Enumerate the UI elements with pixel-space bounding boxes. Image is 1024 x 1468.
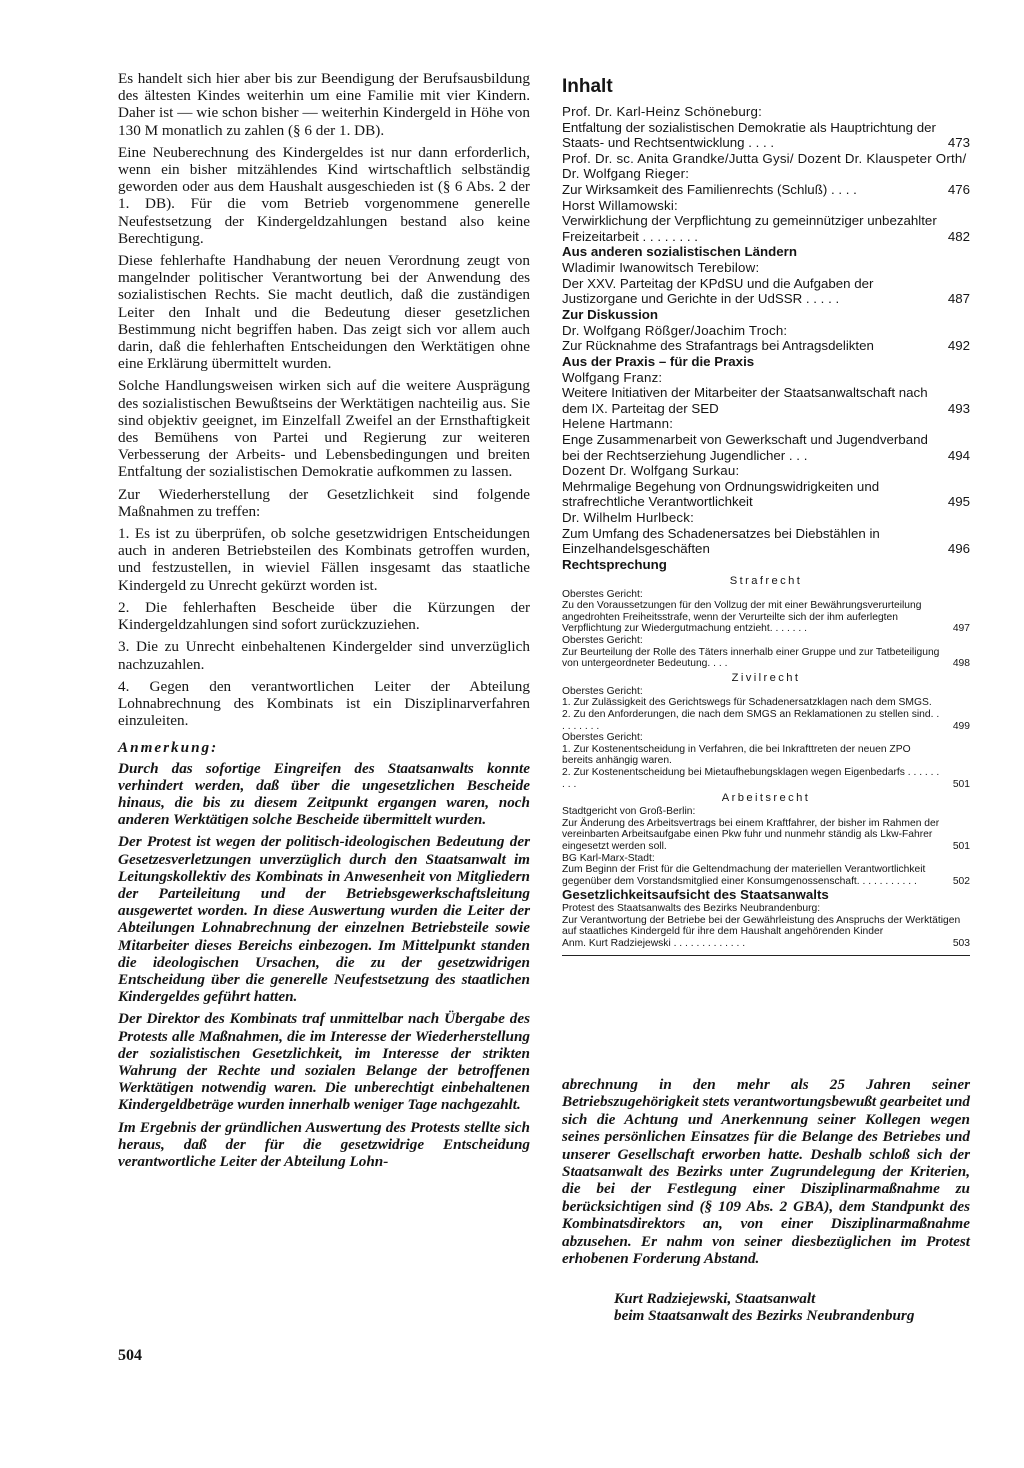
toc-page-number: 497 [952, 623, 970, 635]
toc-entry [562, 104, 970, 151]
table-of-contents [562, 76, 970, 956]
toc-author: Prof. Dr. sc. Anita Grandke/Jutta Gysi/ Dozent Dr. Klauspeter Orth/ Dr. Wolfgang Rieger: [562, 150, 967, 182]
court-name: Oberstes Gericht: [562, 635, 643, 646]
toc-entry-title: Verwirklichung der Verpflichtung zu gemeinnütziger unbezahlter Freizeitarbeit . . . . . . . . [562, 213, 937, 244]
toc-entry [562, 323, 970, 354]
toc-section-heading: Aus anderen sozialistischen Ländern [562, 244, 797, 260]
case-entry [562, 589, 970, 635]
toc-page-number: 502 [952, 875, 970, 887]
case-entry [562, 806, 970, 852]
toc-author: Dr. Wilhelm Hurlbeck: [562, 510, 695, 526]
toc-author: Wladimir Iwanowitsch Terebilow: [562, 260, 760, 276]
toc-entry-title: Enge Zusammenarbeit von Gewerkschaft und Jugendverband bei der Rechtserziehung Jugendlicher . . . [562, 432, 928, 463]
toc-subsection-heading: Strafrecht [729, 574, 803, 587]
court-name: Oberstes Gericht: [562, 588, 643, 600]
toc-page-number: 494 [947, 447, 970, 463]
toc-entry-title: Der XXV. Parteitag der KPdSU und die Aufgaben der Justizorgane und Gerichte in der UdSSR . . . . . [562, 275, 874, 307]
toc-entry [562, 416, 970, 463]
toc-page-number: 496 [947, 541, 970, 557]
case-summary: Zur Beurteilung der Rolle des Täters innerhalb einer Gruppe und zur Tatbeteiligung von untergeordneter Bedeutung. . . . [562, 646, 940, 670]
court-name: Oberstes Gericht: [562, 685, 643, 697]
toc-page-number: 501 [952, 840, 970, 852]
paragraph: Eine Neuberechnung des Kindergeldes ist nur dann erforderlich, wenn ein bisher mitzählendes Kind wirtschaftlich selbständig geworden oder aus dem Haushalt ausgeschieden ist (§ 6 Abs. 2 der 1. DB). Für die vom Betrieb vorgenommene generelle Neufestsetzung der Kindergeldzahlungen bestand also keine Berechtigung. [118, 143, 530, 247]
paragraph: Diese fehlerhafte Handhabung der neuen Verordnung zeugt von mangelnder politischer Verantwortung bei der Anwendung des sozialistischen Rechts. Sie macht deutlich, daß die zuständigen Leiter den Inhalt und die Bedeutung dieser gesetzlichen Bestimmung nicht begriffen haben. Das zeigt sich vor allem auch darin, daß die fehlerhaften Entscheidungen den Werktätigen ohne eine Erklärung übermittelt wurden. [118, 252, 530, 373]
toc-section-heading: Rechtsprechung [562, 556, 667, 572]
toc-author: Prof. Dr. Karl-Heinz Schöneburg: [562, 104, 763, 119]
list-item: 3. Die zu Unrecht einbehaltenen Kindergelder sind unverzüglich nachzuzahlen. [118, 638, 530, 673]
toc-author: Wolfgang Franz: [562, 369, 663, 385]
toc-entry [562, 198, 970, 245]
toc-entry-title: Zur Rücknahme des Strafantrags bei Antragsdelikten [562, 338, 874, 354]
toc-subsection-heading: Arbeitsrecht [721, 792, 811, 805]
continuation-paragraph: abrechnung in den mehr als 25 Jahren seiner Betriebszugehörigkeit stets verantwortungsbewußt gearbeitet und sich die Achtung und Anerkennung seiner Kollegen wegen seines persönlichen Einsatzes für die Belange des Betriebes und unserer Gesellschaft erworben hatte. Deshalb schloß sich der Staatsanwalt des Bezirks unter Zugrundelegung der Kriterien, die bei der Festlegung einer Disziplinarmaßnahme zu berücksichtigen sind (§ 109 Abs. 2 GBA), dem Standpunkt des Kombinatsdirektors an, von einer Disziplinarmaßnahme abzusehen. Er nahm von seiner diesbezüglichen im Protest erhobenen Forderung Abstand. [562, 1076, 970, 1268]
toc-page-number: 503 [952, 937, 970, 949]
annotation-heading: Anmerkung: [118, 739, 219, 757]
annotation-paragraph: Der Protest ist wegen der politisch-ideologischen Bedeutung der Gesetzesverletzungen unverzüglich durch den Staatsanwalt im Leitungskollektiv des Kombinats in Anwesenheit von Mitgliedern der Parteileitung und der Betriebsgewerkschaftsleitung ausgewertet worden. In diese Auswertung wurden die Leiter der Abteilungen Lohnabrechnung der einzelnen Betriebsteile sowie Mitarbeiter dieses Bereichs einbezogen. Im Mittelpunkt standen die ideologischen Ursachen, die zu der gesetzwidrigen Entscheidung über die generelle Neufestsetzung des staatlichen Kindergeldes geführt hatten. [118, 833, 530, 1006]
toc-author: Helene Hartmann: [562, 416, 674, 432]
toc-entry [562, 510, 970, 557]
toc-entry-title: Zum Umfang des Schadenersatzes bei Diebstählen in Einzelhandelsgeschäften [562, 525, 880, 557]
paragraph: Zur Wiederherstellung der Gesetzlichkeit sind folgende Maßnahmen zu treffen: [118, 485, 530, 520]
toc-page-number: 487 [947, 291, 970, 307]
case-entry [562, 903, 970, 949]
toc-subsection-heading: Zivilrecht [731, 671, 801, 684]
toc-page-number: 498 [952, 658, 970, 670]
toc-entry-title: Mehrmalige Begehung von Ordnungswidrigkeiten und strafrechtliche Verantwortlichkeit [562, 478, 880, 510]
paragraph: Solche Handlungsweisen wirken sich auf die weitere Ausprägung des sozialistischen Bewußtseins der Werktätigen nachteilig aus. Sie sind objektiv geeignet, im Einzelfall Zweifel an der Ernsthaftigkeit des Bemühens von Partei und Regierung zur weiteren Verbesserung der Arbeits- und Lebensbedingungen und breiten Entfaltung der sozialistischen Demokratie aufkommen zu lassen. [118, 377, 530, 481]
toc-section-heading: Gesetzlichkeitsaufsicht des Staatsanwalts [562, 887, 829, 903]
toc-page-number: 499 [952, 720, 970, 732]
court-name: Stadtgericht von Groß-Berlin: [562, 806, 696, 818]
case-entry [562, 853, 970, 888]
court-name: Oberstes Gericht: [562, 732, 643, 744]
list-item: 4. Gegen den verantwortlichen Leiter der Abteilung Lohnabrechnung des Kombinats ist ein Disziplinarverfahren einzuleiten. [118, 677, 530, 730]
case-summary: Zum Beginn der Frist für die Geltendmachung der materiellen Verantwortlichkeit gegenüber dem Vorstandsmitglied einer Konsumgenossenschaft. . . . . . . . . . . [562, 864, 926, 887]
signature [562, 1290, 970, 1325]
toc-entry-title: Zur Wirksamkeit des Familienrechts (Schluß) . . . . [562, 181, 857, 197]
continuation-column [562, 1076, 970, 1267]
toc-page-number: 493 [947, 400, 970, 416]
list-item: 2. Die fehlerhaften Bescheide über die Kürzungen der Kindergeldzahlungen sind sofort zurückzuziehen. [118, 598, 530, 634]
court-name: Protest des Staatsanwalts des Bezirks Neubrandenburg: [562, 903, 821, 915]
case-summary: Zur Änderung des Arbeitsvertrags bei einem Kraftfahrer, der bisher im Rahmen der vereinbarten Arbeitsaufgabe einen Pkw fuhr und nunmehr ständig als Lkw-Fahrer eingesetzt werden soll. [562, 817, 940, 852]
court-name: BG Karl-Marx-Stadt: [562, 852, 655, 864]
annotation-paragraph: Durch das sofortige Eingreifen des Staatsanwalts konnte verhindert werden, daß über die ungesetzlichen Bescheide hinaus, die bis zu diesem Zeitpunkt ergangen waren, noch anderen Werktätigen solche Bescheide übermittelt wurden. [118, 759, 530, 829]
case-summary: Zur Verantwortung der Betriebe bei der Gewährleistung des Anspruchs der Werktätigen auf staatliches Kindergeld für ihre dem Haushalt angehörenden Kinder [562, 914, 961, 938]
annotation-author: Anm. Kurt Radziejewski . . . . . . . . . . . . . [562, 937, 746, 949]
toc-page-number: 501 [952, 778, 970, 790]
annotation-paragraph: Im Ergebnis der gründlichen Auswertung des Protests stellte sich heraus, daß der für die gesetzwidrige Entscheidung verantwortliche Leiter der Abteilung Lohn- [118, 1118, 530, 1170]
toc-entry [562, 260, 970, 307]
toc-author: Dr. Wolfgang Rößger/Joachim Troch: [562, 322, 788, 338]
signature-office: beim Staatsanwalt des Bezirks Neubrandenburg [614, 1307, 915, 1325]
toc-entry [562, 151, 970, 198]
case-summary: 1. Zur Kostenentscheidung in Verfahren, die bei Inkrafttreten der neuen ZPO bereits anhängig waren. 2. Zur Kostenentscheidung bei Mietaufhebungsklagen wegen Eigenbedarfs . . . . . . . . . [562, 743, 940, 790]
annotation-paragraph: Der Direktor des Kombinats traf unmittelbar nach Übergabe des Protests alle Maßnahmen, die im Interesse der Wiederherstellung der sozialistischen Gesetzlichkeit, im Interesse der strikten Wahrung der Rechte und sozialen Belange der betroffenen Werktätigen notwendig waren. Die unberechtigt einbehaltenen Kindergeldbeträge wurden innerhalb weniger Tage nachgezahlt. [118, 1010, 530, 1114]
case-entry [562, 635, 970, 670]
case-summary: 1. Zur Zulässigkeit des Gerichtswegs für Schadenersatzklagen nach dem SMGS. 2. Zu den Anforderungen, die nach dem SMGS an Reklamationen zu stellen sind. . . . . . . . . [562, 697, 940, 732]
paragraph: Es handelt sich hier aber bis zur Beendigung der Berufsausbildung des ältesten Kindes weiterhin um eine Familie mit vier Kindern. Daher ist — wie schon bisher — weiterhin Kindergeld in Höhe von 130 M monatlich zu zahlen (§ 6 der 1. DB). [118, 70, 530, 139]
toc-entry-title: Entfaltung der sozialistischen Demokratie als Hauptrichtung der Staats- und Rechtsentwicklung . . . . [562, 119, 936, 151]
toc-divider [562, 955, 970, 956]
toc-page-number: 482 [947, 228, 970, 244]
main-article-column [118, 70, 530, 1175]
case-summary: Zu den Voraussetzungen für den Vollzug der mit einer Bewährungsverurteilung angedrohten Freiheitsstrafe, wenn der Verurteilte sich der ihm auferlegten Verpflichtung zur Wiedergutmachung entzieht. . . . . . . [562, 600, 922, 635]
toc-author: Horst Willamowski: [562, 197, 678, 213]
case-entry [562, 732, 970, 790]
toc-section-heading: Zur Diskussion [562, 306, 659, 322]
list-item: 1. Es ist zu überprüfen, ob solche gesetzwidrigen Entscheidungen auch in anderen Betriebsteilen des Kombinats getroffen wurden, und festzustellen, in wieviel Fällen insgesamt das staatliche Kindergeld zu Unrecht gekürzt worden ist. [118, 525, 530, 594]
toc-page-number: 492 [947, 338, 970, 354]
toc-page-number: 495 [947, 494, 970, 510]
toc-entry-title: Weitere Initiativen der Mitarbeiter der Staatsanwaltschaft nach dem IX. Parteitag der SED [562, 385, 928, 416]
signature-name: Kurt Radziejewski, Staatsanwalt [614, 1290, 816, 1307]
toc-title: Inhalt [562, 76, 613, 97]
page-number: 504 [118, 1347, 142, 1364]
toc-page-number: 476 [947, 181, 970, 197]
case-entry [562, 686, 970, 732]
toc-entry [562, 463, 970, 510]
toc-entry [562, 370, 970, 417]
toc-page-number: 473 [947, 135, 970, 151]
toc-author: Dozent Dr. Wolfgang Surkau: [562, 463, 740, 479]
toc-section-heading: Aus der Praxis – für die Praxis [562, 353, 755, 369]
